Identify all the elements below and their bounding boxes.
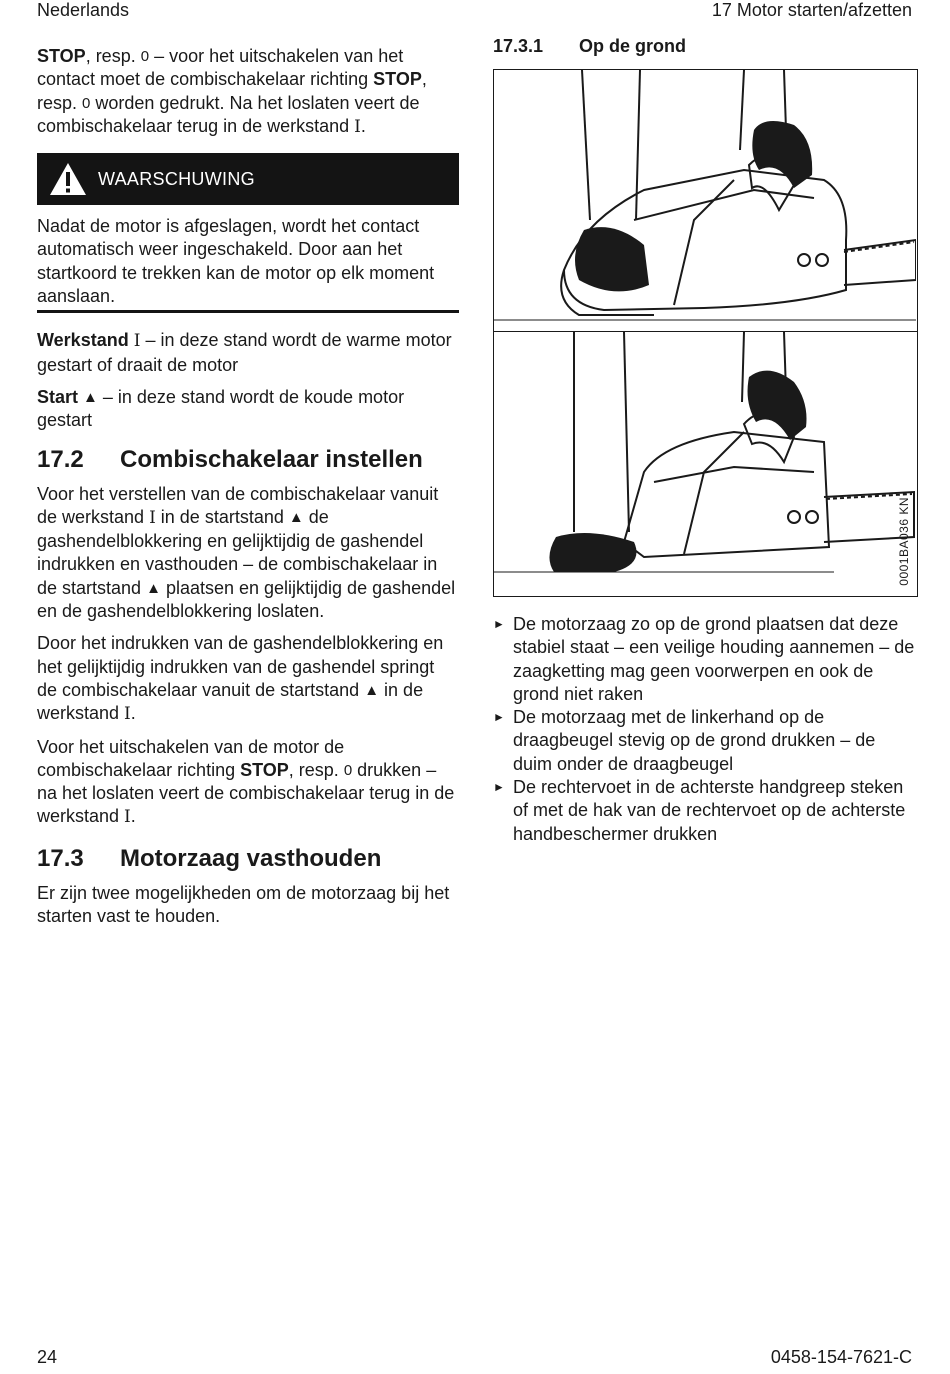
text-run: plaatsen en gelijktijdig de gashendel en de gashendelblokkering loslaten.	[37, 577, 456, 622]
text-run: worden gedrukt. Na het loslaten veert de combischakelaar terug in de werkstand	[37, 92, 420, 136]
stop-label: STOP	[373, 69, 422, 90]
bullet-arrow-icon: ►	[493, 710, 505, 725]
step-text: De motorzaag zo op de grond plaatsen dat deze stabiel staat – een veilige houding aannemen – de zaagketting mag geen voorwerpen en ook de grond niet raken	[513, 614, 915, 704]
text-run: de gashendelblokkering en gelijktijdig de gashendel indrukken en vasthouden – de combischakelaar in de startstand	[37, 506, 438, 598]
instruction-steps	[493, 613, 918, 846]
text-run: Voor het uitschakelen van de motor de combischakelaar richting	[37, 736, 345, 780]
start-triangle-icon: ▲	[364, 681, 380, 699]
header-language: Nederlands	[37, 0, 130, 20]
text-run: .	[360, 115, 366, 136]
section-17-3-paragraph: Er zijn twee mogelijkheden om de motorzaag bij het starten vast te houden.	[37, 882, 450, 927]
subsection-heading-17-3-1	[493, 34, 918, 58]
warning-triangle-icon	[48, 161, 88, 197]
chainsaw-start-illustration	[493, 69, 918, 597]
right-column	[493, 34, 918, 846]
intro-paragraph	[37, 45, 459, 139]
text-run: .	[130, 806, 136, 827]
text-run: in de werkstand	[37, 679, 424, 724]
section-17-2-paragraph-1	[37, 483, 459, 624]
text-run: Voor het verstellen van de combischakelaar vanuit de werkstand	[37, 483, 439, 527]
warning-banner	[37, 153, 459, 205]
section-number: 17.2	[37, 445, 84, 473]
start-position-description	[37, 386, 459, 433]
subsection-title: Op de grond	[579, 36, 686, 56]
figure-code: 0001BA036 KN	[897, 497, 911, 586]
section-17-2-paragraph-3	[37, 736, 459, 830]
text-run: Door het indrukken van de gashendelblokkering en het gelijktijdig indrukken van de gashendel springt de combischakelaar vanuit de startstand	[37, 633, 444, 700]
section-heading-17-2	[37, 445, 459, 475]
text-run: , resp.	[85, 46, 141, 66]
footer-page-number: 24	[37, 1347, 58, 1367]
text-run: – in deze stand wordt de warme motor gestart of draait de motor	[37, 330, 452, 375]
start-position-label: Start	[37, 386, 79, 407]
section-number: 17.3	[37, 844, 84, 872]
text-run: – in deze stand wordt de koude motor gestart	[37, 386, 405, 431]
start-triangle-icon: ▲	[288, 508, 304, 526]
header-chapter: 17 Motor starten/afzetten	[711, 0, 912, 20]
zero-symbol-icon: 0	[343, 761, 353, 779]
run-position-label: Werkstand	[37, 330, 129, 351]
stop-label: STOP	[37, 46, 86, 66]
warning-text: Nadat de motor is afgeslagen, wordt het contact automatisch weer ingeschakeld. Door aan het startkoord te trekken kan de motor op elk moment aanslaan.	[37, 215, 459, 313]
stop-label: STOP	[240, 759, 289, 780]
list-item	[493, 706, 918, 776]
text-run: , resp.	[288, 759, 344, 780]
text-run: , resp.	[37, 69, 427, 113]
list-item	[493, 613, 918, 706]
section-title: Combischakelaar instellen	[120, 445, 423, 473]
bullet-arrow-icon: ►	[493, 780, 505, 795]
illustration-top-panel	[494, 70, 916, 330]
run-position-symbol: I	[124, 704, 131, 725]
list-item	[493, 776, 918, 846]
text-run: .	[130, 703, 136, 724]
subsection-number: 17.3.1	[493, 36, 544, 56]
run-position-symbol: I	[124, 807, 131, 828]
bullet-arrow-icon: ►	[493, 617, 505, 631]
zero-symbol-icon: 0	[140, 48, 150, 65]
step-text: De motorzaag met de linkerhand op de draagbeugel stevig op de grond drukken – de duim onder de draagbeugel	[513, 707, 876, 774]
left-column	[37, 45, 459, 928]
text-run: in de startstand	[155, 506, 289, 527]
run-position-symbol: I	[149, 507, 156, 528]
step-text: De rechtervoet in de achterste handgreep steken of met de hak van de rechtervoet op de achterste handbeschermer drukken	[513, 777, 906, 844]
warning-label: WAARSCHUWING	[98, 168, 255, 189]
start-triangle-icon: ▲	[83, 388, 98, 406]
run-position-symbol: I	[133, 331, 141, 352]
text-run: drukken – na het loslaten veert de combischakelaar terug in de werkstand	[37, 759, 455, 827]
footer-doc-code: 0458-154-7621-C	[770, 1347, 912, 1367]
text-run: – voor het uitschakelen van het contact moet de combischakelaar richting	[37, 46, 404, 90]
start-triangle-icon: ▲	[146, 579, 161, 597]
section-17-2-paragraph-2	[37, 632, 459, 726]
zero-symbol-icon: 0	[82, 94, 91, 112]
section-heading-17-3	[37, 844, 459, 874]
illustration-bottom-panel	[494, 332, 916, 594]
run-position-description	[37, 329, 459, 377]
run-position-symbol: I	[354, 116, 361, 137]
section-title: Motorzaag vasthouden	[120, 844, 382, 872]
